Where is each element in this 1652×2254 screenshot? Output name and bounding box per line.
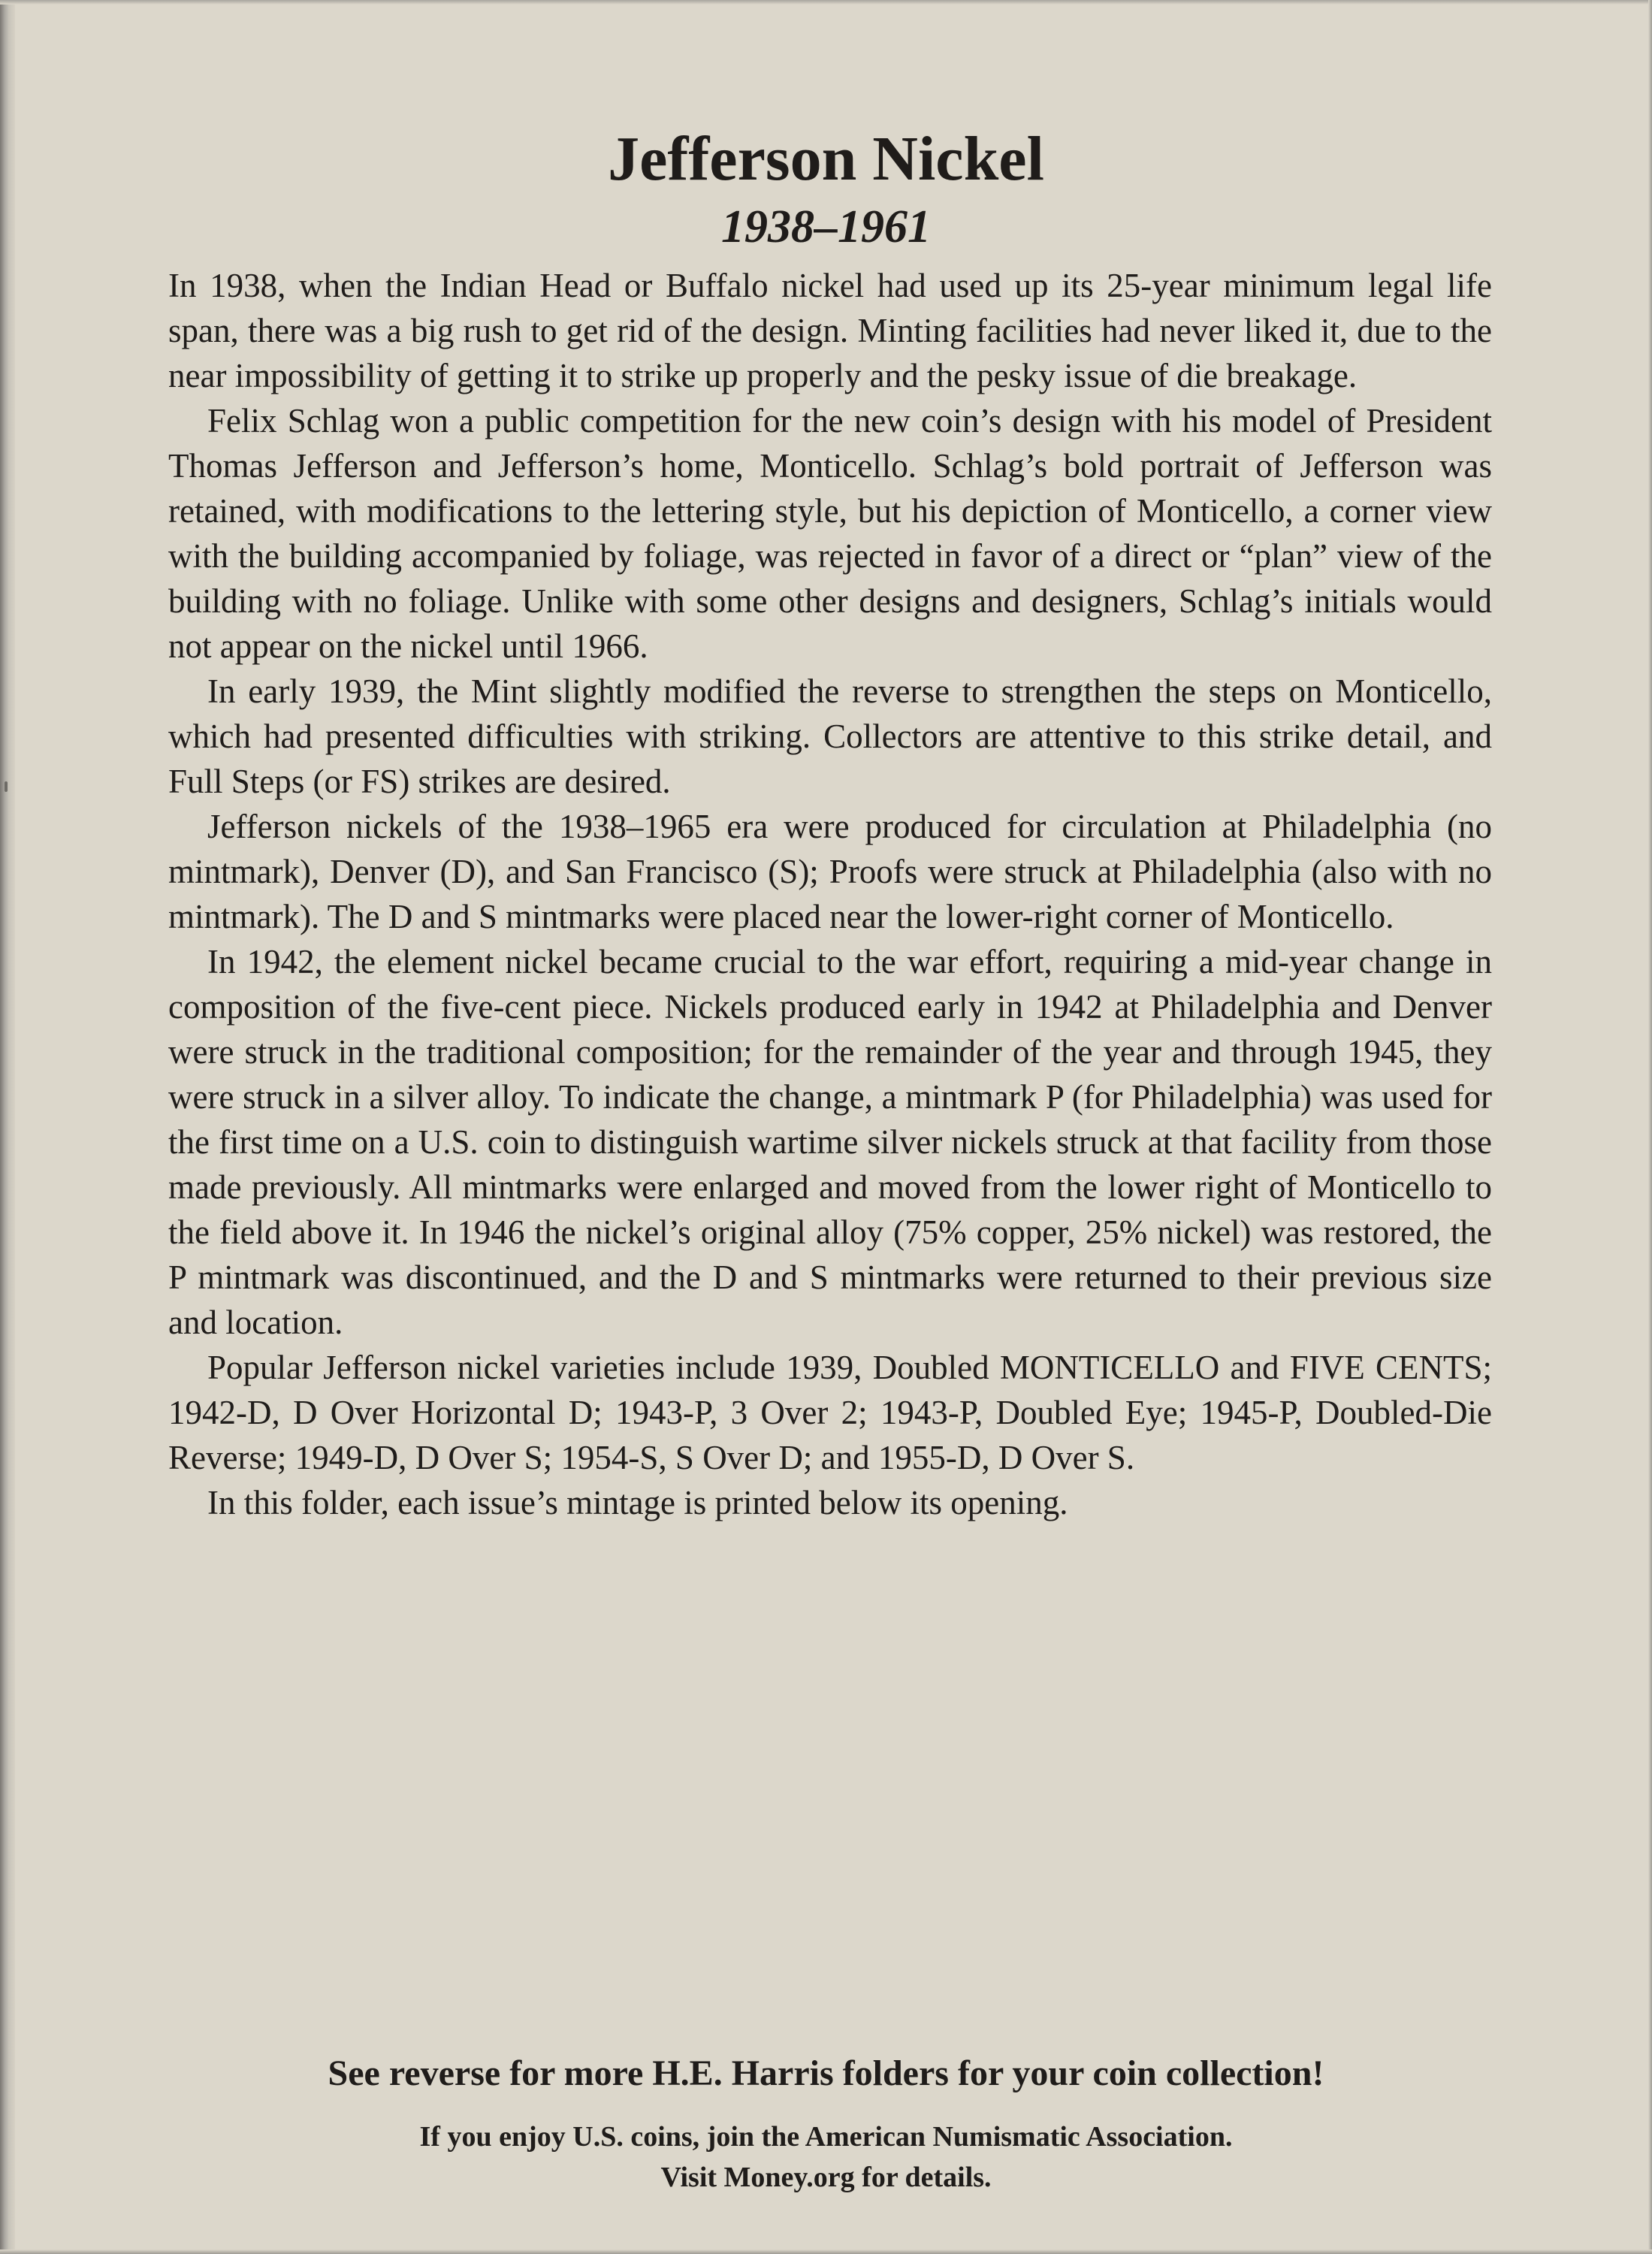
spine-mark bbox=[5, 781, 8, 792]
article-body bbox=[168, 263, 1492, 1525]
ana-line-2: Visit Money.org for details. bbox=[660, 2162, 992, 2193]
promo-line: See reverse for more H.E. Harris folders for your coin collection! bbox=[328, 2053, 1324, 2093]
page-title: Jefferson Nickel bbox=[608, 124, 1044, 194]
paragraph-design-competition: Felix Schlag won a public competition for the new coin’s design with his model of President Thomas Jefferson and Jefferson’s home, Monticello. Schlag’s bold portrait of Jefferson was retained, with modifications to the lettering style, but his depiction of Monticello, a corner view with the building accompanied by foliage, was rejected in favor of a direct or “plan” view of the building with no foliage. Unlike with some other designs and designers, Schlag’s initials would not appear on the nickel until 1966. bbox=[168, 402, 1492, 665]
date-range-subtitle: 1938–1961 bbox=[721, 201, 931, 252]
page-right-edge bbox=[1648, 0, 1652, 2254]
folder-spine-shadow bbox=[0, 0, 15, 2254]
paragraph-full-steps: In early 1939, the Mint slightly modified the reverse to strengthen the steps on Monticello, which had presented difficulties with striking. Collectors are attentive to this strike detail, and Full Steps (or FS) strikes are desired. bbox=[168, 672, 1492, 800]
page-top-edge bbox=[0, 0, 1652, 5]
ana-line-1: If you enjoy U.S. coins, join the American Numismatic Association. bbox=[419, 2121, 1233, 2153]
paragraph-mintage-note: In this folder, each issue’s mintage is printed below its opening. bbox=[207, 1484, 1068, 1521]
paragraph-mints: Jefferson nickels of the 1938–1965 era were produced for circulation at Philadelphia (no mintmark), Denver (D), and San Francisco (S); Proofs were struck at Philadelphia (also with no mintmark). The D and S mintmarks were placed near the lower-right corner of Monticello. bbox=[168, 808, 1492, 935]
ana-notice bbox=[0, 2117, 1652, 2198]
paragraph-introduction: In 1938, when the Indian Head or Buffalo nickel had used up its 25-year minimum legal life span, there was a big rush to get rid of the design. Minting facilities had never liked it, due to the near impossibility of getting it to strike up properly and the pesky issue of die breakage. bbox=[168, 267, 1492, 394]
page-bottom-edge bbox=[0, 2249, 1652, 2254]
paragraph-wartime-silver: In 1942, the element nickel became crucial to the war effort, requiring a mid-year change in composition of the five-cent piece. Nickels produced early in 1942 at Philadelphia and Denver were struck in the traditional composition; for the remainder of the year and through 1945, they were struck in a silver alloy. To indicate the change, a mintmark P (for Philadelphia) was used for the first time on a U.S. coin to distinguish wartime silver nickels struck at that facility from those made previously. All mintmarks were enlarged and moved from the lower right of Monticello to the field above it. In 1946 the nickel’s original alloy (75% copper, 25% nickel) was restored, the P mintmark was discontinued, and the D and S mintmarks were returned to their previous size and location. bbox=[168, 943, 1492, 1341]
paragraph-varieties: Popular Jefferson nickel varieties include 1939, Doubled MONTICELLO and FIVE CENTS; 1942-D, D Over Horizontal D; 1943-P, 3 Over 2; 1943-P, Doubled Eye; 1945-P, Doubled-Die Reverse; 1949-D, D Over S; 1954-S, S Over D; and 1955-D, D Over S. bbox=[168, 1349, 1492, 1476]
